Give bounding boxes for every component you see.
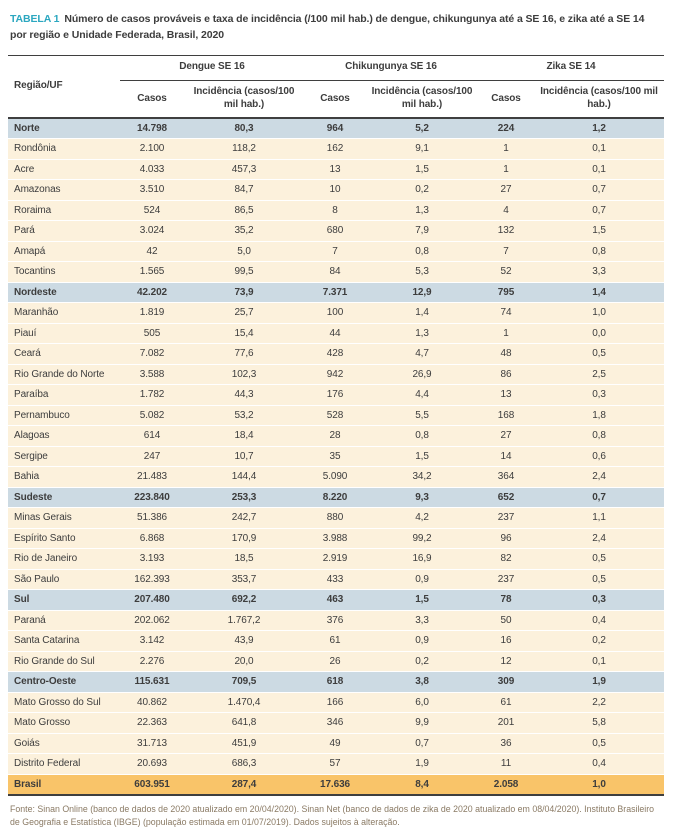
cell-value: 77,6 [184, 344, 304, 365]
cell-value: 49 [304, 733, 366, 754]
row-label: Distrito Federal [8, 754, 120, 775]
cell-value: 5.082 [120, 405, 184, 426]
cell-value: 9,1 [366, 139, 478, 160]
cell-value: 21.483 [120, 467, 184, 488]
table-row [8, 180, 664, 201]
cell-value: 1,5 [366, 590, 478, 611]
cell-value: 3.510 [120, 180, 184, 201]
cell-value: 0,6 [534, 446, 664, 467]
incidence-table [8, 55, 664, 796]
cell-value: 40.862 [120, 692, 184, 713]
cell-value: 3,3 [534, 262, 664, 283]
cell-value: 0,7 [534, 180, 664, 201]
cell-value: 86 [478, 364, 534, 385]
cell-value: 7,9 [366, 221, 478, 242]
cell-value: 73,9 [184, 282, 304, 303]
cell-value: 14 [478, 446, 534, 467]
cell-value: 1,9 [366, 754, 478, 775]
cell-value: 1,0 [534, 303, 664, 324]
cell-value: 1.782 [120, 385, 184, 406]
cell-value: 1,1 [534, 508, 664, 529]
cell-value: 2.276 [120, 651, 184, 672]
cell-value: 0,3 [534, 590, 664, 611]
cell-value: 0,5 [534, 549, 664, 570]
table-row [8, 467, 664, 488]
cell-value: 364 [478, 467, 534, 488]
row-label: Pará [8, 221, 120, 242]
cell-value: 61 [478, 692, 534, 713]
cell-value: 0,4 [534, 754, 664, 775]
cell-value: 0,5 [534, 344, 664, 365]
table-row [8, 118, 664, 139]
cell-value: 0,5 [534, 733, 664, 754]
group-header-chikungunya: Chikungunya SE 16 [304, 55, 478, 80]
group-header-zika: Zika SE 14 [478, 55, 664, 80]
row-label: Amapá [8, 241, 120, 262]
cell-value: 1 [478, 159, 534, 180]
cell-value: 5,2 [366, 118, 478, 139]
cell-value: 641,8 [184, 713, 304, 734]
cell-value: 451,9 [184, 733, 304, 754]
cell-value: 618 [304, 672, 366, 693]
row-label: Tocantins [8, 262, 120, 283]
cell-value: 1,4 [366, 303, 478, 324]
cell-value: 7.082 [120, 344, 184, 365]
row-label: Minas Gerais [8, 508, 120, 529]
cell-value: 26 [304, 651, 366, 672]
cell-value: 0,4 [534, 610, 664, 631]
row-label: Pernambuco [8, 405, 120, 426]
cell-value: 57 [304, 754, 366, 775]
row-label: São Paulo [8, 569, 120, 590]
cell-value: 53,2 [184, 405, 304, 426]
row-label: Goiás [8, 733, 120, 754]
cell-value: 2,2 [534, 692, 664, 713]
cell-value: 353,7 [184, 569, 304, 590]
cell-value: 8,4 [366, 774, 478, 795]
cell-value: 22.363 [120, 713, 184, 734]
cell-value: 12,9 [366, 282, 478, 303]
table-body [8, 118, 664, 795]
cell-value: 11 [478, 754, 534, 775]
row-label: Maranhão [8, 303, 120, 324]
cell-value: 1 [478, 139, 534, 160]
cell-value: 309 [478, 672, 534, 693]
cell-value: 1 [478, 323, 534, 344]
cell-value: 795 [478, 282, 534, 303]
table-row [8, 241, 664, 262]
cell-value: 202.062 [120, 610, 184, 631]
row-label: Santa Catarina [8, 631, 120, 652]
table-row [8, 631, 664, 652]
cell-value: 118,2 [184, 139, 304, 160]
cell-value: 44 [304, 323, 366, 344]
cell-value: 880 [304, 508, 366, 529]
sub-header-incidencia: Incidência (casos/100 mil hab.) [184, 80, 304, 118]
cell-value: 253,3 [184, 487, 304, 508]
cell-value: 27 [478, 426, 534, 447]
row-label: Sul [8, 590, 120, 611]
row-label: Alagoas [8, 426, 120, 447]
row-label: Bahia [8, 467, 120, 488]
cell-value: 0,8 [366, 426, 478, 447]
cell-value: 0,9 [366, 569, 478, 590]
table-row [8, 733, 664, 754]
cell-value: 100 [304, 303, 366, 324]
cell-value: 1,5 [534, 221, 664, 242]
cell-value: 680 [304, 221, 366, 242]
cell-value: 0,1 [534, 651, 664, 672]
table-row [8, 754, 664, 775]
cell-value: 6.868 [120, 528, 184, 549]
cell-value: 35 [304, 446, 366, 467]
cell-value: 463 [304, 590, 366, 611]
cell-value: 942 [304, 364, 366, 385]
table-row [8, 549, 664, 570]
cell-value: 31.713 [120, 733, 184, 754]
cell-value: 6,0 [366, 692, 478, 713]
cell-value: 0,2 [534, 631, 664, 652]
cell-value: 8 [304, 200, 366, 221]
cell-value: 1,5 [366, 446, 478, 467]
cell-value: 2,4 [534, 467, 664, 488]
cell-value: 4,2 [366, 508, 478, 529]
cell-value: 42.202 [120, 282, 184, 303]
row-label: Mato Grosso do Sul [8, 692, 120, 713]
cell-value: 2.919 [304, 549, 366, 570]
cell-value: 34,2 [366, 467, 478, 488]
cell-value: 2.058 [478, 774, 534, 795]
cell-value: 603.951 [120, 774, 184, 795]
table-row [8, 282, 664, 303]
cell-value: 1.565 [120, 262, 184, 283]
cell-value: 4 [478, 200, 534, 221]
row-label: Mato Grosso [8, 713, 120, 734]
cell-value: 964 [304, 118, 366, 139]
cell-value: 5,0 [184, 241, 304, 262]
cell-value: 1.470,4 [184, 692, 304, 713]
cell-value: 5,8 [534, 713, 664, 734]
table-row [8, 323, 664, 344]
cell-value: 376 [304, 610, 366, 631]
cell-value: 528 [304, 405, 366, 426]
cell-value: 5,3 [366, 262, 478, 283]
cell-value: 1,4 [534, 282, 664, 303]
sub-header-incidencia: Incidência (casos/100 mil hab.) [366, 80, 478, 118]
cell-value: 242,7 [184, 508, 304, 529]
cell-value: 20.693 [120, 754, 184, 775]
cell-value: 1.819 [120, 303, 184, 324]
cell-value: 9,9 [366, 713, 478, 734]
row-label: Espírito Santo [8, 528, 120, 549]
cell-value: 287,4 [184, 774, 304, 795]
cell-value: 7 [304, 241, 366, 262]
cell-value: 2,5 [534, 364, 664, 385]
cell-value: 162 [304, 139, 366, 160]
cell-value: 86,5 [184, 200, 304, 221]
cell-value: 13 [478, 385, 534, 406]
cell-value: 99,2 [366, 528, 478, 549]
table-row [8, 692, 664, 713]
cell-value: 144,4 [184, 467, 304, 488]
table-row [8, 569, 664, 590]
cell-value: 96 [478, 528, 534, 549]
cell-value: 1.767,2 [184, 610, 304, 631]
table-number-label: TABELA 1 [10, 13, 60, 25]
cell-value: 1,3 [366, 323, 478, 344]
row-label: Ceará [8, 344, 120, 365]
cell-value: 0,5 [534, 569, 664, 590]
table-row [8, 221, 664, 242]
row-label: Amazonas [8, 180, 120, 201]
cell-value: 201 [478, 713, 534, 734]
cell-value: 170,9 [184, 528, 304, 549]
cell-value: 0,9 [366, 631, 478, 652]
cell-value: 44,3 [184, 385, 304, 406]
cell-value: 652 [478, 487, 534, 508]
cell-value: 162.393 [120, 569, 184, 590]
cell-value: 686,3 [184, 754, 304, 775]
cell-value: 168 [478, 405, 534, 426]
cell-value: 14.798 [120, 118, 184, 139]
row-label: Brasil [8, 774, 120, 795]
cell-value: 9,3 [366, 487, 478, 508]
cell-value: 99,5 [184, 262, 304, 283]
cell-value: 35,2 [184, 221, 304, 242]
cell-value: 224 [478, 118, 534, 139]
cell-value: 176 [304, 385, 366, 406]
cell-value: 0,8 [534, 241, 664, 262]
cell-value: 5,5 [366, 405, 478, 426]
cell-value: 0,7 [534, 200, 664, 221]
cell-value: 5.090 [304, 467, 366, 488]
cell-value: 0,2 [366, 180, 478, 201]
cell-value: 84,7 [184, 180, 304, 201]
table-row [8, 610, 664, 631]
corner-header: Região/UF [8, 55, 120, 118]
cell-value: 4.033 [120, 159, 184, 180]
cell-value: 16 [478, 631, 534, 652]
row-label: Rio Grande do Sul [8, 651, 120, 672]
sub-header-casos: Casos [478, 80, 534, 118]
cell-value: 82 [478, 549, 534, 570]
cell-value: 1,2 [534, 118, 664, 139]
cell-value: 43,9 [184, 631, 304, 652]
cell-value: 247 [120, 446, 184, 467]
cell-value: 12 [478, 651, 534, 672]
row-label: Paraíba [8, 385, 120, 406]
table-row [8, 426, 664, 447]
sub-header-casos: Casos [120, 80, 184, 118]
cell-value: 0,7 [366, 733, 478, 754]
cell-value: 4,4 [366, 385, 478, 406]
cell-value: 1,3 [366, 200, 478, 221]
cell-value: 166 [304, 692, 366, 713]
cell-value: 223.840 [120, 487, 184, 508]
table-row [8, 713, 664, 734]
cell-value: 1,9 [534, 672, 664, 693]
cell-value: 13 [304, 159, 366, 180]
table-row [8, 200, 664, 221]
cell-value: 15,4 [184, 323, 304, 344]
cell-value: 7 [478, 241, 534, 262]
table-row [8, 446, 664, 467]
cell-value: 2.100 [120, 139, 184, 160]
cell-value: 0,0 [534, 323, 664, 344]
cell-value: 4,7 [366, 344, 478, 365]
row-label: Roraima [8, 200, 120, 221]
cell-value: 0,8 [366, 241, 478, 262]
cell-value: 8.220 [304, 487, 366, 508]
row-label: Norte [8, 118, 120, 139]
cell-value: 237 [478, 569, 534, 590]
cell-value: 27 [478, 180, 534, 201]
table-row [8, 385, 664, 406]
cell-value: 3.193 [120, 549, 184, 570]
cell-value: 3.988 [304, 528, 366, 549]
table-row [8, 487, 664, 508]
cell-value: 2,4 [534, 528, 664, 549]
row-label: Paraná [8, 610, 120, 631]
column-group-row [8, 55, 664, 80]
sub-header-incidencia: Incidência (casos/100 mil hab.) [534, 80, 664, 118]
table-row [8, 303, 664, 324]
source-note: Fonte: Sinan Online (banco de dados de 2020 atualizado em 20/04/2020). Sinan Net (banco de dados de zika de 2020 atualizado em 08/04/2020). Instituto Brasileiro de Geografia e Estatística (IBGE) (população estimada em 01/07/2019). Dados sujeitos à alteração. [10, 803, 655, 828]
cell-value: 3,8 [366, 672, 478, 693]
cell-value: 80,3 [184, 118, 304, 139]
table-row [8, 262, 664, 283]
cell-value: 457,3 [184, 159, 304, 180]
table-row [8, 508, 664, 529]
cell-value: 0,7 [534, 487, 664, 508]
row-label: Nordeste [8, 282, 120, 303]
table-row [8, 651, 664, 672]
cell-value: 10 [304, 180, 366, 201]
cell-value: 3.024 [120, 221, 184, 242]
cell-value: 50 [478, 610, 534, 631]
cell-value: 524 [120, 200, 184, 221]
cell-value: 0,2 [366, 651, 478, 672]
table-row [8, 159, 664, 180]
table-row [8, 344, 664, 365]
row-label: Acre [8, 159, 120, 180]
cell-value: 0,1 [534, 139, 664, 160]
row-label: Rio Grande do Norte [8, 364, 120, 385]
cell-value: 78 [478, 590, 534, 611]
cell-value: 48 [478, 344, 534, 365]
cell-value: 1,5 [366, 159, 478, 180]
cell-value: 115.631 [120, 672, 184, 693]
cell-value: 25,7 [184, 303, 304, 324]
cell-value: 428 [304, 344, 366, 365]
cell-value: 0,3 [534, 385, 664, 406]
cell-value: 102,3 [184, 364, 304, 385]
cell-value: 1,0 [534, 774, 664, 795]
cell-value: 3,3 [366, 610, 478, 631]
cell-value: 3.588 [120, 364, 184, 385]
group-header-dengue: Dengue SE 16 [120, 55, 304, 80]
row-label: Sudeste [8, 487, 120, 508]
cell-value: 505 [120, 323, 184, 344]
cell-value: 207.480 [120, 590, 184, 611]
cell-value: 42 [120, 241, 184, 262]
table-row [8, 528, 664, 549]
cell-value: 61 [304, 631, 366, 652]
cell-value: 36 [478, 733, 534, 754]
cell-value: 0,1 [534, 159, 664, 180]
cell-value: 51.386 [120, 508, 184, 529]
cell-value: 20,0 [184, 651, 304, 672]
cell-value: 614 [120, 426, 184, 447]
table-row [8, 139, 664, 160]
cell-value: 18,5 [184, 549, 304, 570]
cell-value: 74 [478, 303, 534, 324]
cell-value: 433 [304, 569, 366, 590]
cell-value: 1,8 [534, 405, 664, 426]
cell-value: 3.142 [120, 631, 184, 652]
table-row [8, 364, 664, 385]
sub-header-casos: Casos [304, 80, 366, 118]
cell-value: 16,9 [366, 549, 478, 570]
row-label: Sergipe [8, 446, 120, 467]
table-header [8, 55, 664, 118]
table-row [8, 405, 664, 426]
cell-value: 28 [304, 426, 366, 447]
table-row [8, 590, 664, 611]
table-row [8, 672, 664, 693]
cell-value: 52 [478, 262, 534, 283]
cell-value: 26,9 [366, 364, 478, 385]
cell-value: 10,7 [184, 446, 304, 467]
cell-value: 18,4 [184, 426, 304, 447]
cell-value: 17.636 [304, 774, 366, 795]
row-label: Rio de Janeiro [8, 549, 120, 570]
table-title-text: Número de casos prováveis e taxa de incidência (/100 mil hab.) de dengue, chikungunya até a SE 16, e zika até a SE 14 por região e Unidade Federada, Brasil, 2020 [10, 13, 645, 41]
cell-value: 0,8 [534, 426, 664, 447]
cell-value: 709,5 [184, 672, 304, 693]
row-label: Piauí [8, 323, 120, 344]
cell-value: 84 [304, 262, 366, 283]
cell-value: 237 [478, 508, 534, 529]
row-label: Rondônia [8, 139, 120, 160]
cell-value: 7.371 [304, 282, 366, 303]
cell-value: 346 [304, 713, 366, 734]
cell-value: 692,2 [184, 590, 304, 611]
row-label: Centro-Oeste [8, 672, 120, 693]
table-title [10, 12, 650, 44]
table-row [8, 774, 664, 795]
cell-value: 132 [478, 221, 534, 242]
